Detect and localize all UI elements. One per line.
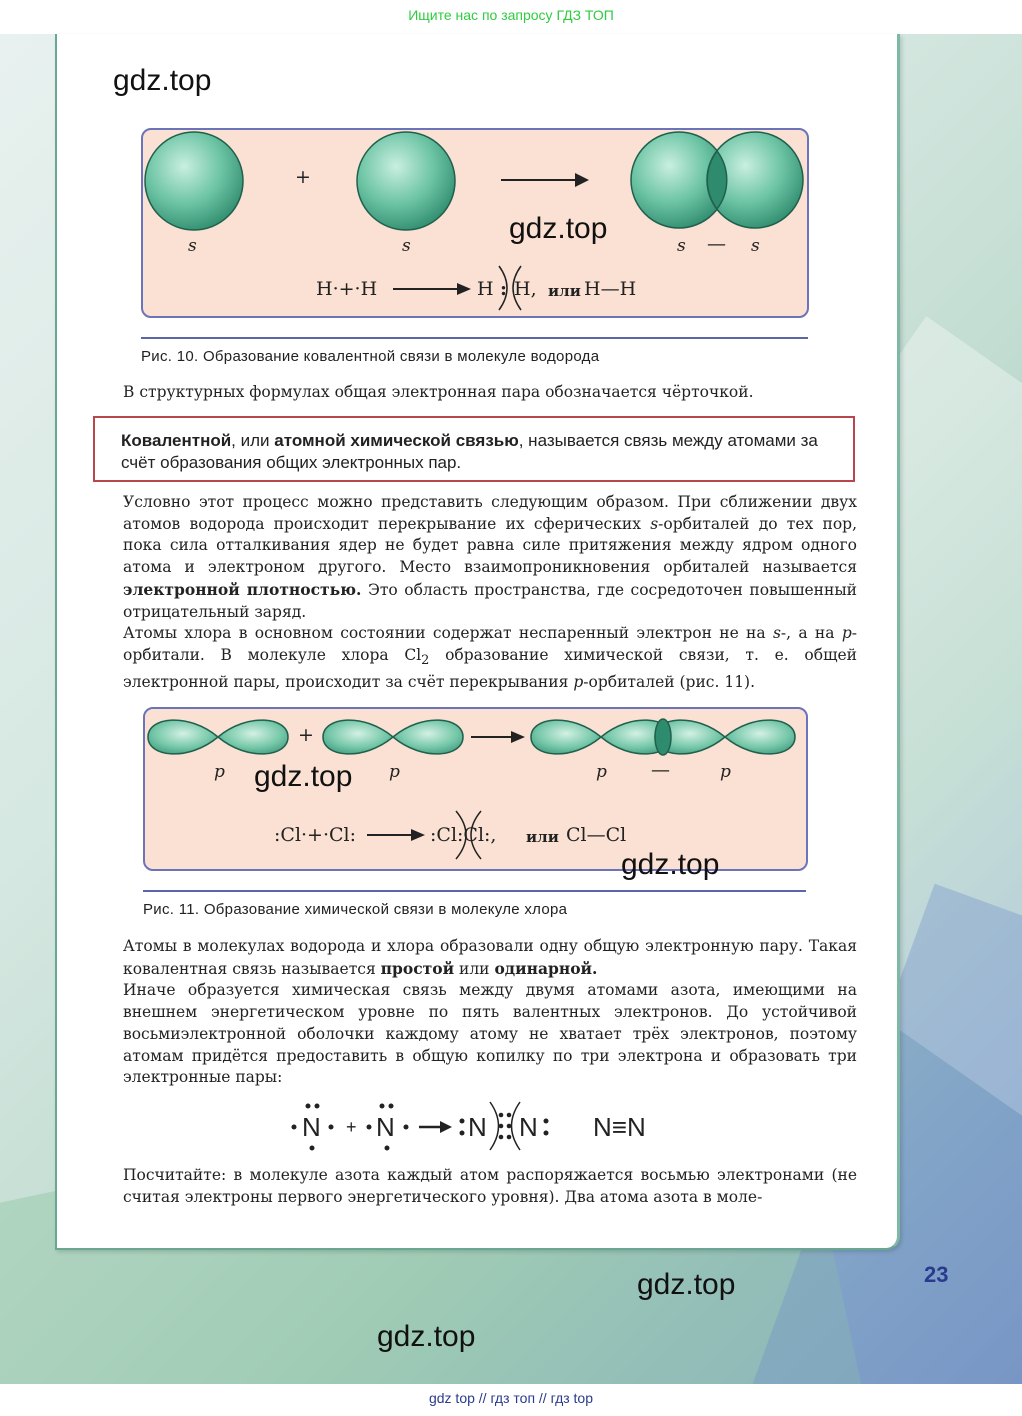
p-orbital — [531, 720, 671, 754]
paragraph: Посчитайте: в молекуле азота каждый атом распоряжается восьмью электронами (не считая электроны первого энергетического уровня). Два атома азота в моле- — [123, 1166, 857, 1206]
paragraph — [93, 492, 857, 623]
p-orbital — [323, 720, 463, 754]
equation-left: H·+·H — [316, 278, 378, 300]
nitrogen-symbol: N — [519, 1112, 538, 1142]
text: s — [650, 514, 659, 533]
arrow-head-icon — [511, 731, 525, 743]
term-sep: , или — [231, 431, 275, 450]
plus-sign: + — [346, 1117, 357, 1137]
s-orbital — [357, 132, 455, 230]
equation-result: Cl—Cl — [566, 824, 627, 846]
p-orbital — [148, 720, 288, 754]
term: простой — [380, 958, 455, 978]
text: или — [454, 959, 495, 978]
caption-rule — [141, 337, 808, 339]
figure-10-caption: Рис. 10. Образование ковалентной связи в молекуле водорода — [141, 348, 600, 365]
plus-sign: + — [295, 166, 311, 188]
definition-box — [93, 416, 855, 482]
overlap-region — [655, 719, 671, 755]
figure-11-caption: Рис. 11. Образование химической связи в молекуле хлора — [143, 901, 568, 918]
s-orbital — [145, 132, 243, 230]
paragraph — [93, 623, 857, 693]
nitrogen-symbol: N — [376, 1112, 395, 1142]
paragraph-block-2 — [93, 936, 857, 1089]
paragraph: Иначе образуется химическая связь между двумя атомами азота, имеющими на внешнем энергетическом уровне по пять валентных электронов. До устойчивой восьмиэлектронной оболочки каждому атому не хватает трёх электронов, поэтому атомам придётся предоставить в общую копилку по три электрона и образовать три электронные пары: — [123, 981, 857, 1087]
text: s — [772, 624, 781, 643]
watermark: gdz.top — [621, 848, 720, 881]
watermark: gdz.top — [113, 64, 212, 97]
bond-dash: — — [651, 759, 670, 781]
equation-result: H—H — [584, 278, 637, 300]
arrow-head-icon — [411, 829, 425, 841]
paragraph-block-1 — [93, 492, 857, 693]
text: Это область пространства, где сосредоточен повышенный отрицательный заряд. — [123, 580, 858, 621]
text: 2 — [421, 653, 430, 669]
text: p — [841, 624, 852, 643]
equation-left: :Cl·+·Cl: — [274, 824, 357, 846]
p-orbital — [655, 720, 795, 754]
nitrogen-symbol: N — [302, 1112, 321, 1142]
text: -орбиталей до тех пор, пока сила отталкивания ядер не будет равна силе притяжения между ядром одного атома и электроном другого. Место взаимопроникновения орбиталей называется — [123, 514, 858, 577]
equation-right: :Cl:Cl:, — [430, 824, 497, 846]
orbital-label: s — [751, 236, 760, 256]
text: образование химической связи, т. е. общей электронной пары, происходит за счёт перекрывания — [123, 645, 857, 691]
watermark: gdz.top — [637, 1268, 736, 1301]
arrow-head-icon — [440, 1121, 452, 1133]
equation-ili: или — [526, 828, 559, 846]
term: атомной химической связью — [274, 431, 519, 450]
orbital-label: s — [188, 236, 197, 256]
text: -орбитали. В молекуле хлора Cl — [123, 624, 857, 664]
text: Атомы хлора в основном состоянии содержат неспаренный электрон не на — [123, 624, 773, 643]
text: -орбиталей (рис. 11). — [583, 672, 756, 691]
arrow-head-icon — [575, 173, 589, 187]
footer-links[interactable]: gdz top // гдз топ // гдз top — [0, 1384, 1022, 1416]
watermark: gdz.top — [377, 1320, 476, 1353]
equation-h: H, — [514, 278, 537, 300]
figure-10-orbitals — [141, 128, 809, 318]
bond-dash: — — [707, 233, 726, 255]
paragraph — [93, 936, 857, 980]
text: Условно этот процесс можно представить следующим образом. При сближении двух атомов водорода происходит перекрывание их сферических — [123, 493, 857, 533]
paragraph-block-3 — [93, 1165, 857, 1208]
text-structural — [93, 382, 855, 404]
equation-h: H — [477, 278, 494, 300]
term: электронной плотностью. — [123, 579, 362, 599]
orbital-label: s — [402, 236, 411, 256]
text: -, а на — [780, 624, 842, 643]
nitrogen-triple-bond: N≡N — [593, 1112, 646, 1142]
orbital-label: p — [389, 762, 400, 782]
paragraph: В структурных формулах общая электронная пара обозначается чёрточкой. — [123, 383, 754, 401]
orbital-label: s — [677, 236, 686, 256]
orbital-label: p — [596, 762, 607, 782]
text: Атомы в молекулах водорода и хлора образовали одну общую электронную пару. Такая ковалентная связь называется — [123, 937, 857, 978]
nitrogen-symbol: N — [468, 1112, 487, 1142]
caption-rule — [143, 890, 806, 892]
electron-pair: : — [500, 278, 508, 300]
orbital-label: p — [214, 762, 225, 782]
orbital-label: p — [720, 762, 731, 782]
watermark: gdz.top — [254, 760, 353, 793]
promo-banner[interactable]: Ищите нас по запросу ГДЗ ТОП — [408, 7, 614, 23]
page-number: 23 — [924, 1262, 949, 1287]
arrow-head-icon — [457, 283, 471, 295]
definition-text: , называется связь между атомами за счёт образования общих электронных пар. — [121, 431, 818, 472]
nitrogen-formula — [285, 1098, 685, 1154]
equation-ili: или — [548, 282, 581, 300]
term: Ковалентной — [121, 431, 232, 450]
text: p — [573, 672, 584, 691]
watermark: gdz.top — [509, 212, 608, 245]
plus-sign: + — [298, 724, 314, 746]
term: одинарной. — [494, 958, 598, 978]
